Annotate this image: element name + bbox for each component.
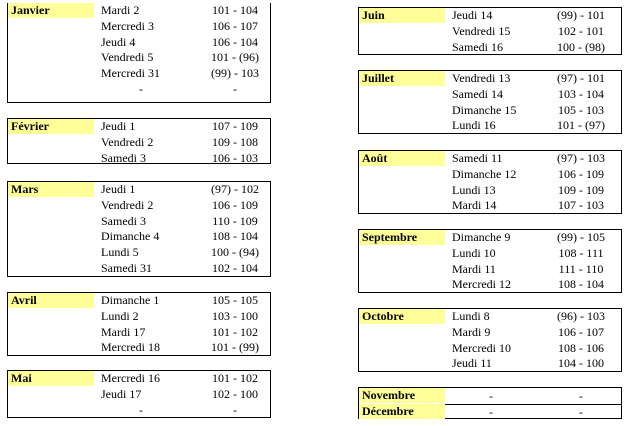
month-label: Juillet [359,71,445,86]
match-row [8,35,270,51]
match-row [8,261,270,277]
month-label: Février [8,119,94,134]
match-row [359,230,621,246]
match-score: 109 - 109 [558,182,604,197]
match-row [8,119,270,135]
match-row [8,66,270,82]
match-score: 106 - 103 [212,150,258,165]
match-score: 100 - (98) [557,39,605,54]
match-score: 106 - 109 [212,197,258,212]
match-day: Lundi 13 [452,182,496,197]
match-day: Vendredi 15 [452,23,511,38]
match-row [359,341,621,357]
match-list [8,119,270,166]
match-row [359,167,621,183]
match-score: 102 - 104 [212,260,258,275]
match-score: 105 - 103 [558,102,604,117]
match-score: 101 - (97) [557,118,605,133]
match-row [8,387,270,403]
match-day: Lundi 10 [452,245,496,260]
month-label: Novembre [359,388,445,403]
match-score: 102 - 101 [558,23,604,38]
match-day: Vendredi 2 [101,197,154,212]
match-score: 104 - 100 [558,356,604,371]
month-label: Mai [8,371,94,386]
match-score: 101 - (96) [211,50,259,65]
match-row [359,24,621,40]
match-score: 101 - 102 [212,371,258,385]
match-score: 102 - 100 [212,386,258,401]
match-row [8,214,270,230]
month-label: Août [359,151,445,166]
match-row [8,182,270,198]
match-row [8,245,270,261]
match-row [8,151,270,167]
match-row [359,262,621,278]
match-day: Mardi 2 [101,3,140,17]
match-list [359,151,621,214]
month-block [358,308,622,372]
match-day: Jeudi 17 [101,386,142,401]
match-score: (96) - 103 [557,309,605,323]
match-day: Mercredi 16 [101,371,160,385]
tail-row [359,404,621,420]
match-day: Mardi 17 [101,324,146,339]
match-score: 108 - 104 [212,229,258,244]
match-day: Lundi 5 [101,245,139,260]
match-row [8,198,270,214]
match-row [359,246,621,262]
match-row [8,293,270,309]
match-score: (99) - 105 [557,230,605,244]
match-score: 103 - 104 [558,86,604,101]
match-score: - [579,389,583,403]
match-day: Vendredi 13 [452,71,511,85]
match-day: Mardi 9 [452,324,491,339]
match-row [8,19,270,35]
match-list [359,71,621,134]
match-day: Lundi 8 [452,309,490,323]
match-row [359,71,621,87]
match-score: (99) - 103 [211,66,259,81]
match-score: 110 - 109 [212,213,258,228]
match-row [359,8,621,24]
match-score: 103 - 100 [212,308,258,323]
match-row [359,198,621,214]
match-list [359,309,621,372]
match-score: 109 - 108 [212,134,258,149]
match-day: Samedi 11 [452,151,503,165]
tail-row [359,388,621,405]
match-day: Dimanche 1 [101,293,160,307]
match-row [359,325,621,341]
match-row [8,325,270,341]
match-score: 108 - 104 [558,277,604,292]
match-list [359,230,621,293]
match-day: Dimanche 15 [452,102,517,117]
match-day: Mercredi 12 [452,277,511,292]
match-score: (99) - 101 [557,8,605,22]
match-day: - [139,81,143,96]
match-score: 101 - 104 [212,3,258,17]
match-row [359,40,621,56]
match-day: Mardi 11 [452,261,496,276]
month-block [7,181,271,277]
match-list [8,371,270,418]
month-block [7,292,271,356]
month-block [358,150,622,214]
month-label: Janvier [8,3,94,18]
match-score: 108 - 111 [558,245,604,260]
month-block [358,70,622,134]
match-score: (97) - 103 [557,151,605,165]
match-score: (97) - 102 [211,182,259,196]
month-label: Mars [8,182,94,197]
match-score: (97) - 101 [557,71,605,85]
match-row [359,277,621,293]
match-day: Samedi 16 [452,39,503,54]
match-row [8,50,270,66]
match-list [359,8,621,55]
match-row [359,118,621,134]
match-day: Jeudi 4 [101,34,136,49]
month-block [7,3,271,103]
match-day: Mercredi 18 [101,340,160,355]
match-day: Mardi 14 [452,198,497,213]
match-score: - [233,81,237,96]
match-day: Samedi 3 [101,213,146,228]
match-list [8,182,270,277]
match-row [8,309,270,325]
month-label: Octobre [359,309,445,324]
month-label: Avril [8,293,94,308]
match-day: - [489,389,493,403]
month-block-tail [358,387,622,419]
match-list [8,293,270,356]
match-score: 106 - 107 [212,18,258,33]
match-score: - [579,405,583,419]
match-row [359,356,621,372]
match-day: Dimanche 4 [101,229,160,244]
month-block [7,118,271,164]
match-score: 107 - 109 [212,119,258,133]
match-row [8,135,270,151]
match-day: Jeudi 11 [452,356,492,371]
match-row [8,3,270,19]
match-day: Samedi 3 [101,150,146,165]
month-block [7,370,271,418]
match-score: 107 - 103 [558,198,604,213]
match-row [359,103,621,119]
match-day: Mercredi 3 [101,18,154,33]
month-label: Décembre [359,404,445,419]
match-score: 100 - (94) [211,245,259,260]
match-row [359,183,621,199]
match-list [8,3,270,98]
match-score: 101 - 102 [212,324,258,339]
match-score: - [233,402,237,417]
match-day: Jeudi 14 [452,8,493,22]
match-day: Dimanche 12 [452,166,517,181]
month-label: Juin [359,8,445,23]
match-score: 108 - 106 [558,340,604,355]
match-score: 106 - 104 [212,34,258,49]
match-row [359,309,621,325]
month-label: Septembre [359,230,445,245]
match-day: Mercredi 10 [452,340,511,355]
match-row [359,151,621,167]
match-row [8,82,270,98]
match-score: 101 - (99) [211,340,259,355]
match-day: Dimanche 9 [452,230,511,244]
match-day: Lundi 2 [101,308,139,323]
match-day: Mercredi 31 [101,66,160,81]
match-day: - [489,405,493,419]
match-day: Samedi 14 [452,86,503,101]
match-day: Lundi 16 [452,118,496,133]
match-score: 111 - 110 [558,261,604,276]
month-block [358,7,622,55]
month-block [358,229,622,293]
match-row [359,87,621,103]
match-score: 106 - 109 [558,166,604,181]
match-row [8,371,270,387]
match-score: 105 - 105 [212,293,258,307]
match-day: Vendredi 2 [101,134,154,149]
match-row [8,403,270,419]
match-day: Samedi 31 [101,260,152,275]
match-day: Jeudi 1 [101,182,136,196]
match-row [8,340,270,356]
match-day: - [139,402,143,417]
match-score: 106 - 107 [558,324,604,339]
match-row [8,229,270,245]
match-day: Vendredi 5 [101,50,154,65]
match-day: Jeudi 1 [101,119,136,133]
